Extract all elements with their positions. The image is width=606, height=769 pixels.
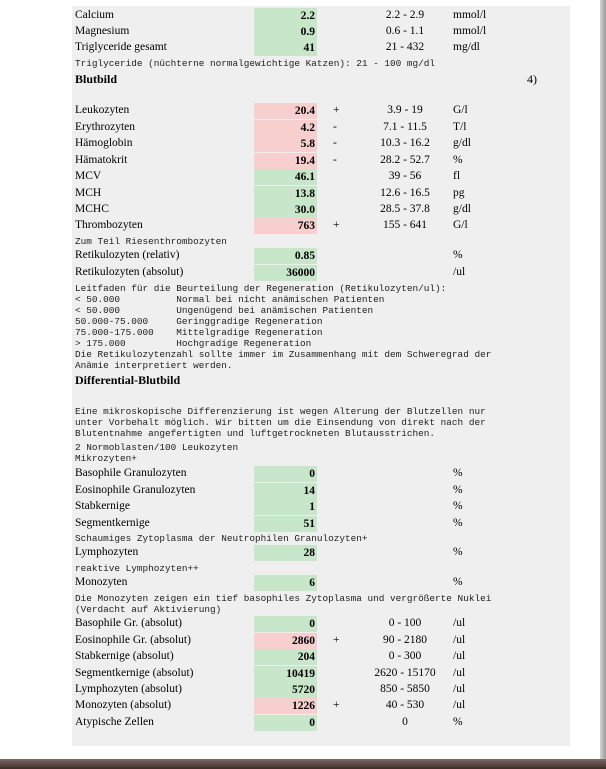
lab-unit: pg: [453, 187, 465, 199]
lab-row: [72, 715, 570, 731]
lab-name: Eosinophile Granulozyten: [75, 484, 196, 496]
lab-name: Monozyten (absolut): [75, 699, 172, 711]
lab-value: 5.8: [254, 136, 317, 152]
lab-unit: mmol/l: [453, 25, 487, 37]
lab-value: 0.85: [254, 248, 317, 264]
lab-report-content: [72, 6, 570, 746]
page-reference: 4): [527, 72, 537, 86]
lab-row: [72, 575, 570, 591]
thrombocyte-note: Zum Teil Riesenthrombozyten: [75, 236, 227, 247]
lab-name: Erythrozyten: [75, 121, 136, 133]
lab-value: 2860: [254, 633, 317, 649]
lab-unit: /ul: [453, 683, 466, 695]
lab-row: [72, 545, 570, 561]
lab-row: [72, 186, 570, 202]
lab-value: 10419: [254, 666, 317, 682]
lab-name: Calcium: [75, 9, 114, 21]
lab-name: Monozyten: [75, 576, 128, 588]
lab-value: 30.0: [254, 202, 317, 218]
lab-reference-range: 7.1 - 11.5: [383, 121, 427, 133]
lab-name: Retikulozyten (relativ): [75, 249, 180, 261]
lab-reference-range: 90 - 2180: [382, 634, 428, 646]
lab-row: [72, 698, 570, 714]
lab-name: Lymphozyten: [75, 546, 139, 558]
lab-row: [72, 633, 570, 649]
lab-unit: /ul: [453, 634, 466, 646]
lab-value: 0.9: [254, 24, 317, 40]
lab-row: [72, 616, 570, 632]
lab-value: 0: [254, 466, 317, 482]
lab-reference-range: 2.2 - 2.9: [385, 9, 425, 21]
lab-name: Basophile Granulozyten: [75, 467, 187, 479]
lab-value: 0: [254, 616, 317, 632]
lab-unit: G/l: [453, 104, 468, 116]
lab-unit: fl: [453, 170, 461, 182]
lab-row: [72, 24, 570, 40]
lab-row: [72, 120, 570, 136]
lab-row: [72, 516, 570, 532]
lab-unit: /ul: [453, 650, 466, 662]
lab-reference-range: 28.5 - 37.8: [380, 203, 430, 215]
lab-unit: %: [453, 546, 463, 558]
lab-value: 36000: [254, 265, 317, 281]
lab-unit: mmol/l: [453, 9, 487, 21]
lab-reference-range: 10.3 - 16.2: [380, 137, 430, 149]
lab-unit: %: [453, 154, 463, 166]
lab-reference-range: 21 - 432: [385, 41, 425, 53]
differential-intro-note: Eine mikroskopische Differenzierung ist wegen Alterung der Blutzellen nur unter Vorbehalt möglich. Wir bitten um die Einsendung von direkt nach der Blutentnahme angefertigten und luftgetrockneten Blutausstrichen.: [75, 406, 486, 439]
lab-value: 13.8: [254, 186, 317, 202]
lab-value: 51: [254, 516, 317, 532]
lab-value: 1: [254, 499, 317, 515]
lab-value: 6: [254, 575, 317, 591]
lab-unit: mg/dl: [453, 41, 480, 53]
lab-row: [72, 499, 570, 515]
lab-reference-range: 12.6 - 16.5: [380, 187, 430, 199]
lab-reference-range: 0 - 100: [388, 617, 422, 629]
lab-name: Retikulozyten (absolut): [75, 266, 184, 278]
lab-name: Segmentkernige (absolut): [75, 667, 194, 679]
lab-name: Eosinophile Gr. (absolut): [75, 634, 191, 646]
lab-value: 20.4: [254, 103, 317, 119]
lymphocyte-note: reaktive Lymphozyten++: [75, 563, 199, 574]
lab-value: 14: [254, 483, 317, 499]
lab-row: [72, 218, 570, 234]
lab-flag: +: [333, 104, 340, 116]
lab-name: Leukozyten: [75, 104, 130, 116]
lab-unit: /ul: [453, 266, 466, 278]
lab-flag: -: [333, 154, 337, 166]
lab-row: [72, 248, 570, 264]
triglyceride-note: Triglyceride (nüchterne normalgewichtige Katzen): 21 - 100 mg/dl: [75, 58, 436, 69]
monocyte-note: Die Monozyten zeigen ein tief basophiles Zytoplasma und vergrößerte Nuklei (Verdacht auf Aktivierung): [75, 593, 492, 615]
lab-value: 1226: [254, 698, 317, 714]
lab-unit: %: [453, 467, 463, 479]
lab-row: [72, 8, 570, 24]
lab-value: 46.1: [254, 169, 317, 185]
lab-row: [72, 265, 570, 281]
lab-reference-range: 0: [402, 716, 408, 728]
lab-value: 28: [254, 545, 317, 561]
lab-name: Magnesium: [75, 25, 130, 37]
lab-unit: /ul: [453, 617, 466, 629]
lab-name: Atypische Zellen: [75, 716, 154, 728]
lab-row: [72, 103, 570, 119]
lab-unit: %: [453, 500, 463, 512]
lab-unit: %: [453, 484, 463, 496]
lab-name: Stabkernige: [75, 500, 130, 512]
lab-row: [72, 40, 570, 56]
lab-value: 4.2: [254, 120, 317, 136]
lab-unit: %: [453, 576, 463, 588]
lab-unit: %: [453, 249, 463, 261]
lab-row: [72, 466, 570, 482]
lab-row: [72, 682, 570, 698]
lab-reference-range: 2620 - 15170: [374, 667, 436, 679]
lab-value: 2.2: [254, 8, 317, 24]
lab-unit: T/l: [453, 121, 467, 133]
lab-flag: +: [333, 219, 340, 231]
lab-row: [72, 202, 570, 218]
section-title-differential: Differential-Blutbild: [75, 373, 181, 387]
lab-value: 19.4: [254, 153, 317, 169]
lab-reference-range: 155 - 641: [382, 219, 428, 231]
lab-reference-range: 39 - 56: [388, 170, 422, 182]
lab-flag: +: [333, 699, 340, 711]
lab-row: [72, 666, 570, 682]
lab-unit: %: [453, 716, 463, 728]
lab-reference-range: 3.9 - 19: [387, 104, 423, 116]
lab-unit: /ul: [453, 699, 466, 711]
lab-name: Thrombozyten: [75, 219, 143, 231]
window-edge: [600, 0, 606, 759]
lab-name: Segmentkernige: [75, 517, 150, 529]
window-footer-bar: [0, 759, 606, 769]
lab-flag: +: [333, 634, 340, 646]
lab-report-sheet: [72, 6, 570, 746]
neutrophil-note: Schaumiges Zytoplasma der Neutrophilen Granulozyten+: [75, 533, 368, 544]
lab-reference-range: 0.6 - 1.1: [385, 25, 425, 37]
lab-row: [72, 483, 570, 499]
lab-name: MCHC: [75, 203, 109, 215]
lab-flag: -: [333, 137, 337, 149]
lab-unit: g/dl: [453, 137, 471, 149]
lab-value: 0: [254, 715, 317, 731]
lab-reference-range: 40 - 530: [385, 699, 425, 711]
lab-unit: %: [453, 517, 463, 529]
lab-reference-range: 28.2 - 52.7: [380, 154, 430, 166]
lab-name: MCH: [75, 187, 102, 199]
lab-name: MCV: [75, 170, 102, 182]
lab-value: 41: [254, 40, 317, 56]
section-title-blutbild: Blutbild: [75, 72, 118, 86]
lab-name: Triglyceride gesamt: [75, 41, 167, 53]
lab-name: Stabkernige (absolut): [75, 650, 174, 662]
lab-value: 204: [254, 649, 317, 665]
lab-row: [72, 649, 570, 665]
lab-value: 763: [254, 218, 317, 234]
lab-flag: -: [333, 121, 337, 133]
lab-name: Hämatokrit: [75, 154, 128, 166]
lab-reference-range: 0 - 300: [388, 650, 422, 662]
lab-value: 5720: [254, 682, 317, 698]
reticulocyte-guide-note: Leitfaden für die Beurteilung der Regeneration (Retikulozyten/ul): < 50.000 Normal bei nicht anämischen Patienten < 50.000 Ungenügend bei anämischen Patienten 50.000-75.000 Geringgradige Regeneration 75.000-175.000 Mittelgradige Regeneration > 175.000 Hochgradige Regeneration Die Retikulozytenzahl sollte immer im Zusammenhang mit dem Schweregrad der Anämie interpretiert werden.: [75, 283, 492, 371]
lab-unit: g/dl: [453, 203, 471, 215]
lab-name: Hämoglobin: [75, 137, 133, 149]
lab-row: [72, 169, 570, 185]
lab-row: [72, 136, 570, 152]
lab-name: Lymphozyten (absolut): [75, 683, 182, 695]
lab-row: [72, 153, 570, 169]
lab-unit: G/l: [453, 219, 468, 231]
lab-name: Basophile Gr. (absolut): [75, 617, 182, 629]
normoblast-note: 2 Normoblasten/100 Leukozyten Mikrozyten+: [75, 442, 239, 464]
lab-unit: /ul: [453, 667, 466, 679]
lab-reference-range: 850 - 5850: [380, 683, 430, 695]
